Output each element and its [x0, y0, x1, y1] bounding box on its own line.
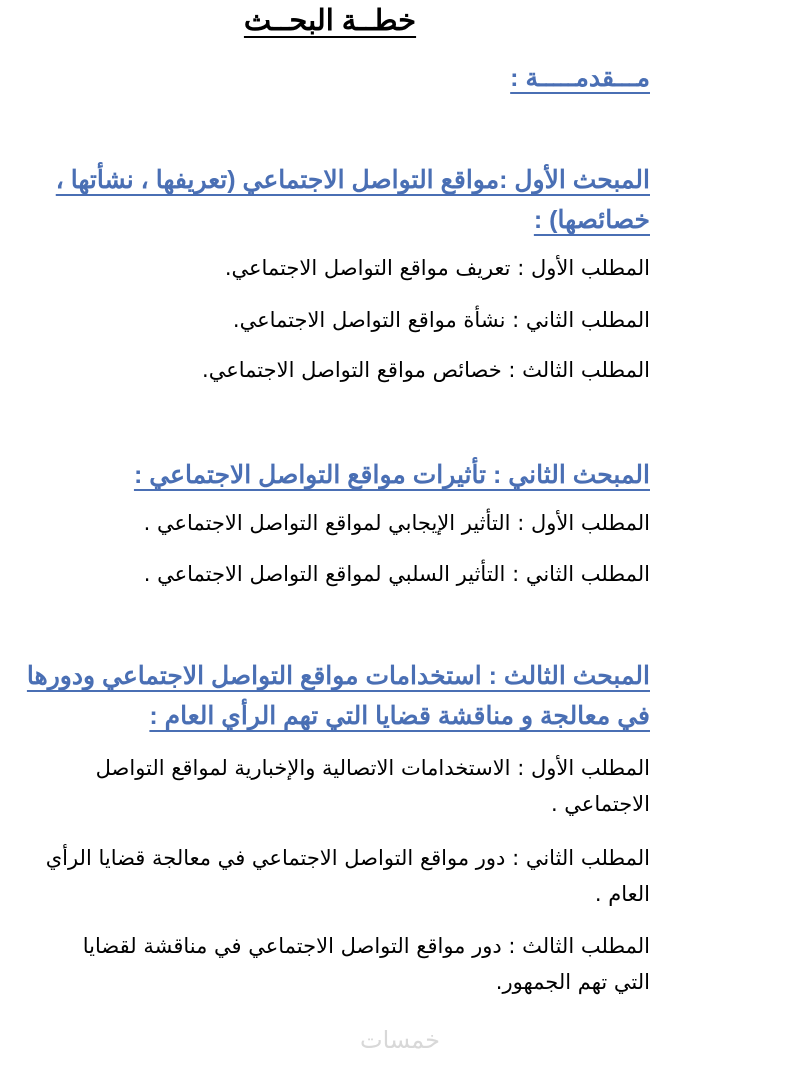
section-3-item-1: المطلب الأول : الاستخدامات الاتصالية والإخبارية لمواقع التواصل الاجتماعي .: [95, 756, 650, 816]
section-1-item-2: المطلب الثاني : نشأة مواقع التواصل الاجتماعي.: [232, 308, 650, 332]
document-title: خطــة البحــث: [243, 5, 417, 37]
section-1-item-1: المطلب الأول : تعريف مواقع التواصل الاجتماعي.: [224, 256, 650, 280]
section-2-item-2: المطلب الثاني : التأثير السلبي لمواقع التواصل الاجتماعي .: [143, 562, 650, 586]
section-3-item-2: المطلب الثاني : دور مواقع التواصل الاجتماعي في معالجة قضايا الرأي العام .: [45, 846, 650, 906]
section-1-heading: المبحث الأول :مواقع التواصل الاجتماعي (تعريفها ، نشأتها ، خصائصها) :: [55, 166, 650, 234]
section-3-item-3: المطلب الثالث : دور مواقع التواصل الاجتماعي في مناقشة لقضايا التي تهم الجمهور.: [82, 934, 650, 994]
section-2-item-1: المطلب الأول : التأثير الإيجابي لمواقع التواصل الاجتماعي .: [143, 511, 650, 535]
section-2-heading: المبحث الثاني : تأثيرات مواقع التواصل الاجتماعي :: [133, 461, 650, 489]
intro-heading: مـــقدمـــــة :: [510, 64, 650, 92]
watermark-logo: خمسات: [359, 1026, 441, 1054]
section-3-heading: المبحث الثالث : استخدامات مواقع التواصل الاجتماعي ودورها في معالجة و مناقشة قضايا التي تهم الرأي العام :: [26, 662, 650, 730]
section-1-item-3: المطلب الثالث : خصائص مواقع التواصل الاجتماعي.: [202, 358, 650, 382]
